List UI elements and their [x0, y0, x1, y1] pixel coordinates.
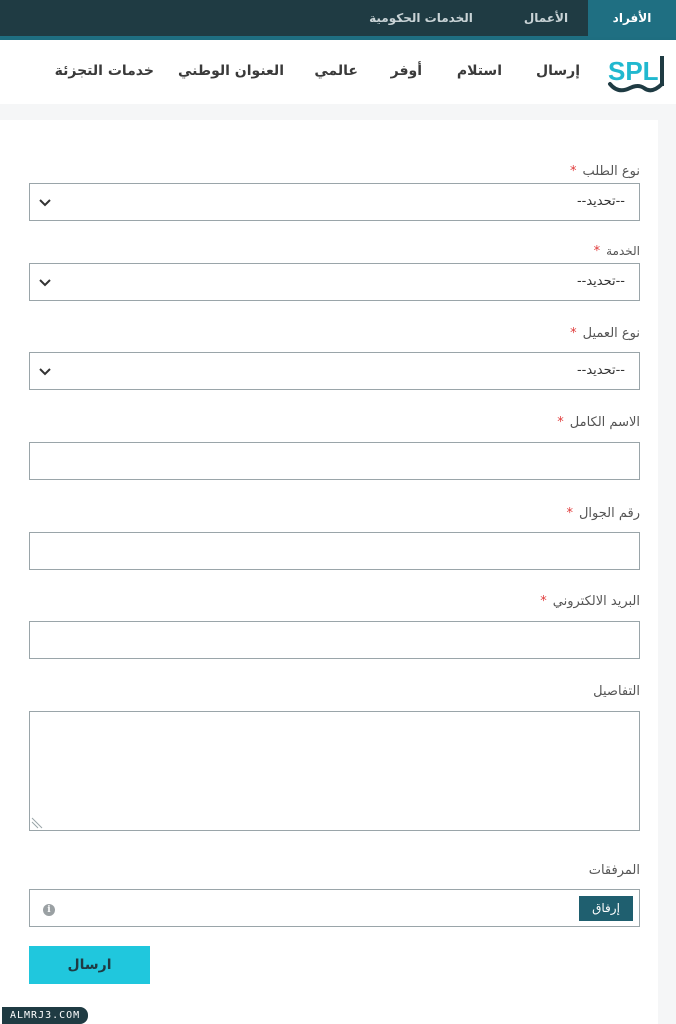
attachments-label: المرفقات: [588, 863, 640, 878]
mobile-input[interactable]: [29, 532, 640, 570]
spl-logo[interactable]: [604, 50, 668, 96]
details-textarea[interactable]: [29, 711, 640, 831]
top-bar: [0, 0, 676, 36]
attach-button[interactable]: إرفاق: [579, 896, 633, 921]
chevron-down-icon: [38, 365, 52, 379]
required-mark: *: [557, 415, 564, 430]
details-label: التفاصيل: [593, 684, 640, 699]
full-name-input[interactable]: [29, 442, 640, 480]
service-select[interactable]: [29, 263, 640, 301]
nav-link-national-address[interactable]: العنوان الوطني: [178, 63, 284, 79]
chevron-down-icon: [38, 196, 52, 210]
main-nav: [0, 40, 676, 104]
required-mark: *: [569, 164, 577, 179]
required-mark: *: [566, 506, 573, 521]
nav-link-send[interactable]: إرسال: [535, 63, 580, 79]
nav-link-global[interactable]: عالمي: [314, 63, 358, 79]
email-label: البريد الالكتروني*: [540, 594, 640, 609]
tab-government-services[interactable]: الخدمات الحكومية: [369, 11, 473, 25]
nav-link-receive[interactable]: استلام: [456, 63, 502, 79]
watermark: ALMRJ3.COM: [2, 1007, 88, 1024]
required-mark: *: [540, 594, 547, 609]
required-mark: *: [570, 326, 577, 341]
full-name-label: الاسم الكامل*: [557, 415, 640, 430]
chevron-down-icon: [38, 276, 52, 290]
service-label: الخدمة*: [593, 244, 640, 259]
required-mark: *: [593, 244, 601, 259]
nav-link-retail-services[interactable]: خدمات التجزئة: [54, 63, 154, 79]
customer-type-label: نوع العميل*: [570, 326, 640, 341]
customer-type-select[interactable]: [29, 352, 640, 390]
submit-button[interactable]: ارسال: [29, 946, 150, 984]
header-separator: [0, 104, 676, 120]
logo-text: SPL: [608, 56, 659, 86]
info-icon[interactable]: i: [43, 904, 55, 916]
resize-handle-icon[interactable]: [30, 816, 44, 830]
page-gutter: [658, 120, 676, 1024]
mobile-label: رقم الجوال*: [566, 506, 640, 521]
tab-individuals[interactable]: الأفراد: [588, 0, 676, 36]
tab-business[interactable]: الأعمال: [523, 11, 569, 25]
request-type-label: نوع الطلب*: [569, 164, 640, 179]
request-type-select[interactable]: [29, 183, 640, 221]
customer-type-value: --تحديد--: [576, 363, 625, 378]
nav-link-awfar[interactable]: أوفر: [390, 63, 422, 79]
request-type-value: --تحديد--: [576, 194, 625, 209]
email-input[interactable]: [29, 621, 640, 659]
attachments-field[interactable]: [29, 889, 640, 927]
service-value: --تحديد--: [576, 274, 625, 289]
